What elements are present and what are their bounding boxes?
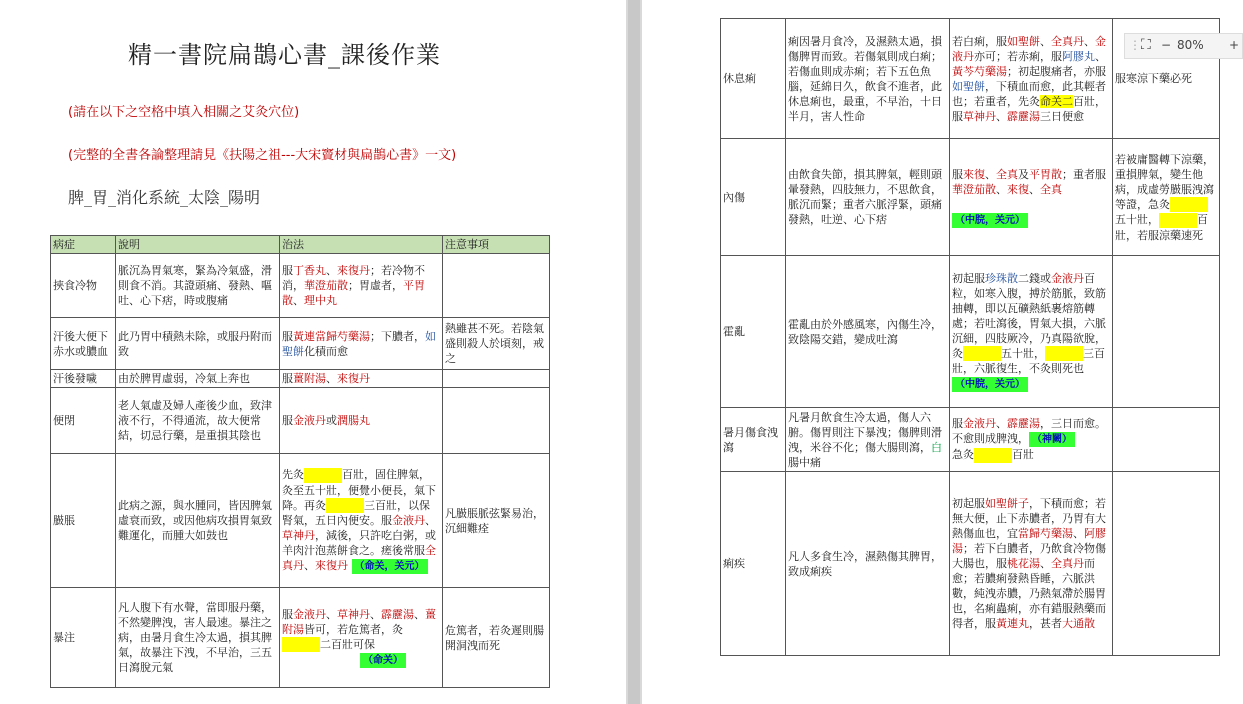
table-row [721, 408, 1220, 472]
description-cell: 老人氣虛及婦人產後少血，致津液不行，不得通流，故大便常結，切忌行藥，是重損其陰也 [116, 388, 280, 454]
table-row [721, 256, 1220, 408]
note-cell [443, 370, 550, 388]
note-cell: 凡臌脹脈弦緊易治，沉細難痊 [443, 454, 550, 588]
header-description: 說明 [116, 236, 280, 254]
description-cell: 霍亂由於外感風寒，內傷生冷，致陰陽交錯，變成吐瀉 [786, 256, 950, 408]
table-header-row [51, 236, 550, 254]
description-cell: 由於脾胃虛弱，冷氣上奔也 [116, 370, 280, 388]
note-cell: 危篤者，若灸遲則腸開洞洩而死 [443, 588, 550, 688]
table-row [51, 454, 550, 588]
description-cell: 凡暑月飲食生冷太過，傷人六腑。傷胃則注下暴洩；傷脾則滑洩，米谷不化；傷大腸則瀉，白腸中痛 [786, 408, 950, 472]
vertical-scrollbar[interactable] [628, 0, 640, 704]
zoom-level: 80% [1177, 38, 1204, 52]
description-cell: 由飲食失節，損其脾氣，輕則頭暈發熱，四肢無力，不思飲食，脈沉而緊；重者六脈浮緊，頭痛發熱，吐逆、心下痞 [786, 139, 950, 256]
acupoint-tag: （神闕） [1029, 432, 1075, 447]
treatment-cell: 服金液丹、霹靂湯，三日而愈。不愈則成脾洩， （神闕） 急灸 百壯 [950, 408, 1113, 472]
disease-cell: 暴注 [51, 588, 116, 688]
reference-note: (完整的全書各論整理請見《扶陽之祖---大宋竇材與扁鵲心書》一文) [68, 148, 457, 163]
disease-cell: 汗後大便下赤水或膿血 [51, 318, 116, 370]
acupoint-blank[interactable] [963, 346, 1001, 361]
disease-cell: 便閉 [51, 388, 116, 454]
header-notes: 注意事項 [443, 236, 550, 254]
treatment-cell: 若白痢，服如聖餅、全真丹、金液丹亦可；若赤痢，服阿膠丸、黃芩芍藥湯；初起腹痛者，亦服如聖餅，下積血而愈，此其輕者也；若重者，先灸命关二百壯，服草神丹、霹靂湯三日便愈 [950, 19, 1113, 139]
treatment-table-left [50, 235, 550, 688]
page-title: 精一書院扁鵲心書_課後作業 [128, 41, 441, 69]
header-disease: 病症 [51, 236, 116, 254]
note-cell: 熱雖甚不死。若陰氣盛則殺人於頃刻，戒之 [443, 318, 550, 370]
description-cell: 此病之源，與水腫同，皆因脾氣虛衰而致，或因他病攻損胃氣致難運化，而腫大如鼓也 [116, 454, 280, 588]
table-row [51, 588, 550, 688]
disease-cell: 內傷 [721, 139, 786, 256]
note-cell [1113, 408, 1220, 472]
disease-cell: 汗後發噦 [51, 370, 116, 388]
treatment-cell: 服黃連當歸芍藥湯；下膿者，如聖餅化積而愈 [280, 318, 443, 370]
acupoint-blank[interactable] [1170, 197, 1208, 212]
note-cell [443, 254, 550, 318]
acupoint-blank[interactable] [1159, 213, 1197, 228]
description-cell: 脈沉為胃氣寒，緊為冷氣盛，滑則食不消。其證頭痛、發熱、嘔吐、心下痞，時或腹痛 [116, 254, 280, 318]
acupoint-blank[interactable] [326, 498, 364, 513]
zoom-out-button[interactable]: − [1161, 38, 1172, 52]
description-cell: 凡人多食生冷，濕熱傷其脾胃，致成痢疾 [786, 472, 950, 656]
zoom-control [1124, 33, 1243, 59]
acupoint-tag: （命关） [360, 653, 406, 668]
description-cell: 此乃胃中積熱未除，或服丹附而致 [116, 318, 280, 370]
note-cell [1113, 256, 1220, 408]
acupoint-blank[interactable] [304, 468, 342, 483]
section-subtitle: 脾_胃_消化系統_太陰_陽明 [68, 188, 261, 207]
acupoint-blank[interactable] [974, 448, 1012, 463]
disease-cell: 霍亂 [721, 256, 786, 408]
description-cell: 凡人腹下有水聲，當即服丹藥，不然變脾洩，害人最速。暴注之病，由暑月食生冷太過，損其脾氣，故暴注下洩，不早治，三五日瀉脫元氣 [116, 588, 280, 688]
note-cell [443, 388, 550, 454]
acupoint-blank[interactable] [282, 637, 320, 652]
table-row [51, 318, 550, 370]
treatment-cell: 初起服如聖餅子，下積而愈；若無大便，止下赤膿者，乃胃有大熱傷血也，宜當歸芍藥湯、阿膠湯；若下白膿者，乃飲食冷物傷大腸也，服桃花湯、全真丹而愈；若膿痢發熱昏睡，六脈洪數，純洩赤膿，乃熱氣滯於腸胃也，名痢蟲痢，亦有錯服熱藥而得者，服黃連丸，甚者大通散 [950, 472, 1113, 656]
table-row [51, 254, 550, 318]
treatment-cell: 服金液丹、草神丹、霹靂湯、薑附湯皆可，若危篤者，灸二百壯可保 （命关） [280, 588, 443, 688]
acupoint-tag: （中脘，关元） [952, 377, 1028, 392]
drag-handle-icon[interactable]: ⋮ [1129, 38, 1141, 52]
table-row [721, 139, 1220, 256]
header-treatment: 治法 [280, 236, 443, 254]
description-cell: 痢因暑月食冷，及濕熱太過，損傷脾胃而致。若傷氣則成白痢；若傷血則成赤痢；若下五色魚腦，延綿日久，飲食不進者，此休息痢也，最重，不早治，十日半月，害人性命 [786, 19, 950, 139]
treatment-cell: 初起服珍珠散二錢或金液丹百粒，如寒入腹，搏於筋脈，致筋抽轉，即以瓦礦熱紙裹熔筋轉處；若吐瀉後，胃氣大損，六脈沉細，四肢厥冷，乃真陽欲脫，灸 五十壯， 三百壯，六脈復生，不灸則死也（中脘，关元） [950, 256, 1113, 408]
acupoint-highlight: 命关二 [1040, 94, 1073, 108]
treatment-cell: 服金液丹或潤腸丸 [280, 388, 443, 454]
note-cell: 若被庸醫轉下涼藥，重損脾氣，變生他病，成虛勞臌脹洩瀉等證，急灸五十壯， 百壯，若服涼藥速死 [1113, 139, 1220, 256]
fit-page-icon[interactable]: ⛶ [1141, 37, 1151, 53]
disease-cell: 暑月傷食洩瀉 [721, 408, 786, 472]
treatment-table-right [720, 18, 1220, 656]
table-row [51, 388, 550, 454]
treatment-cell: 服丁香丸、來復丹；若冷物不消，華澄茄散；胃虛者，平胃散、理中丸 [280, 254, 443, 318]
acupoint-tag: （命关，关元） [352, 559, 428, 574]
note-cell: 服寒涼下藥必死 [1113, 19, 1220, 139]
disease-cell: 休息痢 [721, 19, 786, 139]
treatment-cell: 先灸 百壯，固住脾氣，灸至五十壯，便覺小便長，氣下降。再灸 三百壯，以保腎氣，五日內便安。服金液丹、草神丹，減後，只許吃白粥，或羊肉汁泡蒸餅食之。瘥後常服全真丹、來復丹 （命关，关元） [280, 454, 443, 588]
disease-cell: 挾食冷物 [51, 254, 116, 318]
disease-cell: 痢疾 [721, 472, 786, 656]
table-row [721, 472, 1220, 656]
table-row [51, 370, 550, 388]
treatment-cell: 服薑附湯、來復丹 [280, 370, 443, 388]
zoom-in-button[interactable]: + [1229, 38, 1240, 52]
acupoint-tag: （中脘，关元） [952, 213, 1028, 228]
note-cell [1113, 472, 1220, 656]
acupoint-blank[interactable] [1045, 346, 1083, 361]
treatment-cell: 服來復、全真及平胃散；重者服華澄茄散、來復、全真 （中脘，关元） [950, 139, 1113, 256]
instruction-note: (請在以下之空格中填入相關之艾灸穴位) [68, 105, 300, 120]
disease-cell: 臌脹 [51, 454, 116, 588]
